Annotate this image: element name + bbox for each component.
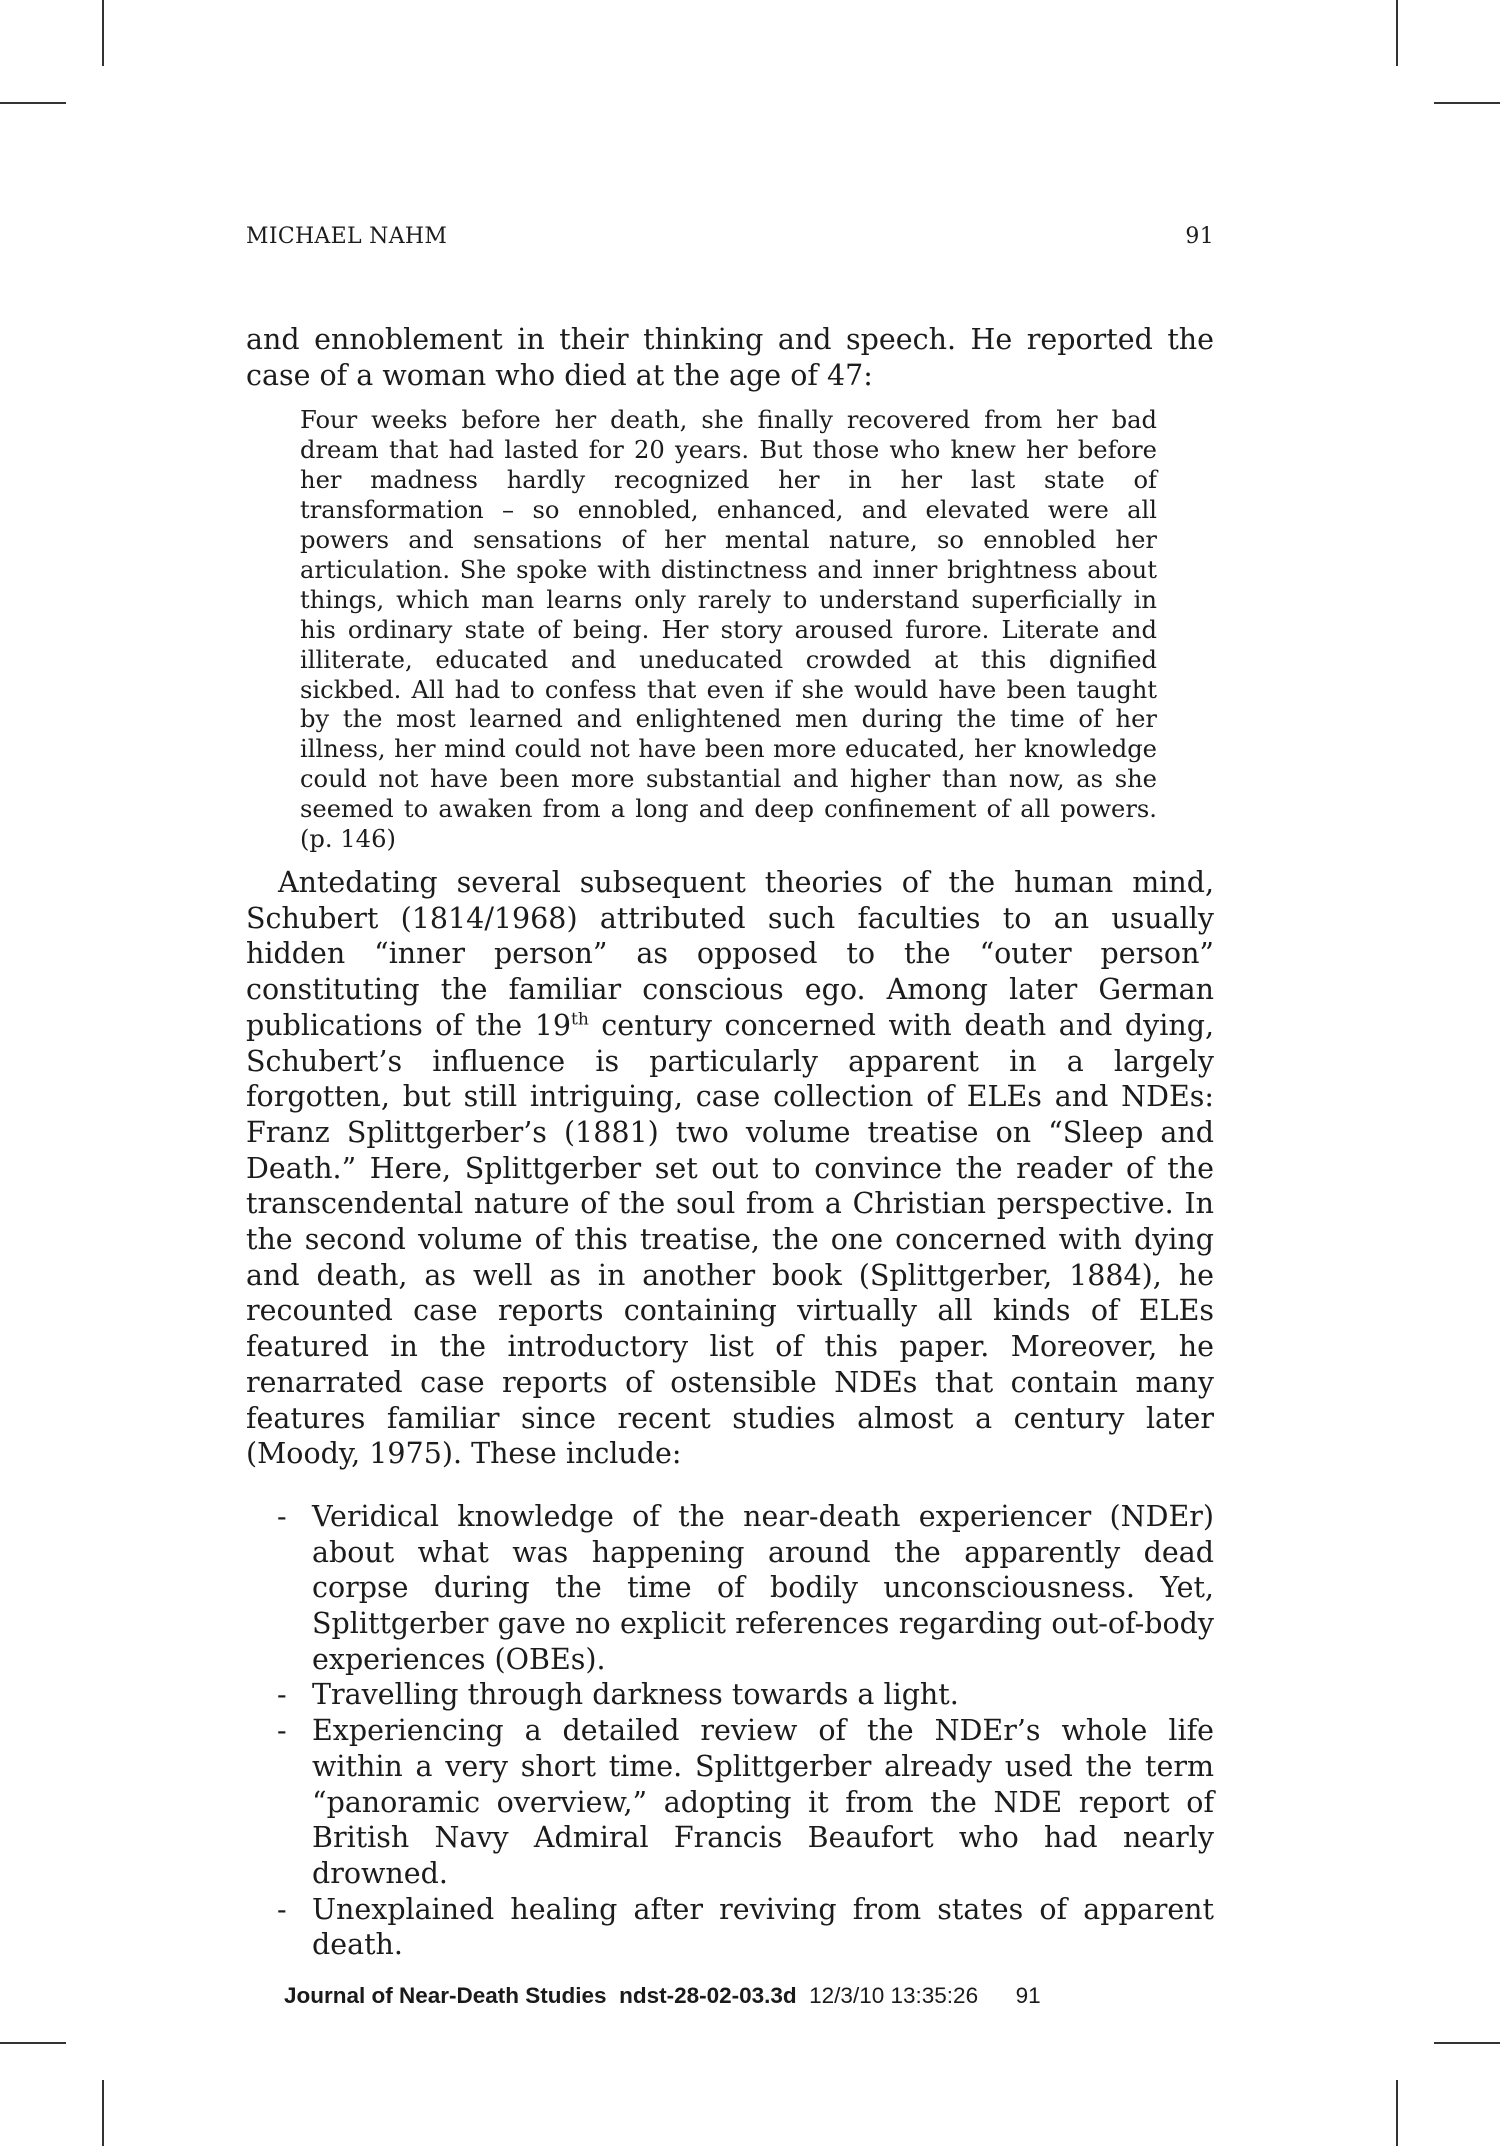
crop-mark [102,0,104,66]
main-paragraph [246,865,1214,1472]
crop-mark [1396,2080,1398,2146]
list-dash: - [277,1678,287,1712]
list-item-text: Experiencing a detailed review of the NDEr’s whole life within a very short time. Splittgerber already used the term “panoramic overview,” adopting it from the NDE report of British Navy Admiral Francis Beaufort who had nearly drowned. [312,1714,1214,1890]
crop-mark [0,102,66,104]
list-item [246,1677,1214,1713]
list-item [246,1713,1214,1892]
features-list [246,1499,1214,1963]
list-dash: - [277,1499,287,1533]
crop-mark [1434,102,1500,104]
author-name: MICHAEL NAHM [246,224,448,249]
list-item-text: Travelling through darkness towards a light. [312,1678,959,1712]
running-head [246,224,1214,249]
list-item [246,1499,1214,1678]
crop-mark [0,2042,66,2044]
footer-date: 12/3/10 [809,1983,885,2008]
crop-mark [102,2080,104,2146]
crop-mark [1396,0,1398,66]
list-item-text: Veridical knowledge of the near-death experiencer (NDEr) about what was happening around the apparently dead corpse during the time of bodily unconsciousness. Yet, Splittgerber gave no explicit references regarding out-of-body experiences (OBEs). [312,1499,1214,1676]
list-dash: - [277,1714,287,1748]
block-quote: Four weeks before her death, she finally recovered from her bad dream that had lasted for 20 years. But those who knew her before her madness hardly recognized her in her last state of transformation – so ennobled, enhanced, and elevated were all powers and sensations of her mental nature, so ennobled her articulation. She spoke with distinctness and inner brightness about things, which man learns only rarely to understand superficially in his ordinary state of being. Her story aroused furore. Literate and illiterate, educated and uneducated crowded at this dignified sickbed. All had to confess that even if she would have been taught by the most learned and enlightened men during the time of her illness, her mind could not have been more educated, her knowledge could not have been more substantial and higher than now, as she seemed to awaken from a long and deep confinement of all powers. (p. 146) [300,406,1157,854]
crop-mark [1434,2042,1500,2044]
intro-paragraph: and ennoblement in their thinking and speech. He reported the case of a woman who died at the age of 47: [246,323,1214,392]
print-footer [284,1983,1041,2009]
superscript-th: th [570,1009,589,1030]
page-number: 91 [1185,224,1214,249]
footer-file: ndst-28-02-03.3d [619,1983,797,2008]
footer-time: 13:35:26 [890,1983,979,2008]
paragraph-text-part2: century concerned with death and dying, Schubert’s influence is particularly apparent in a largely forgotten, but still intriguing, case collection of ELEs and NDEs: Franz Splittgerber’s (1881) two volume treatise on “Sleep and Death.” Here, Splittgerber set out to convince the reader of the transcendental nature of the soul from a Christian perspective. In the second volume of this treatise, the one concerned with dying and death, as well as in another book (Splittgerber, 1884), he recounted case reports containing virtually all kinds of ELEs featured in the introductory list of this paper. Moreover, he renarrated case reports of ostensible NDEs that contain many features familiar since recent studies almost a century later (Moody, 1975). These include: [246,1008,1214,1471]
list-item [246,1892,1214,1963]
body-text [246,322,1214,1963]
footer-journal: Journal of Near-Death Studies [284,1983,607,2008]
list-dash: - [277,1892,287,1926]
paragraph-text-part1: Antedating several subsequent theories of the human mind, Schubert (1814/1968) attributed such faculties to an usually hidden “inner person” as opposed to the “outer person” constituting the familiar conscious ego. Among later German publications of the 19 [246,866,1214,1042]
list-item-text: Unexplained healing after reviving from states of apparent death. [312,1892,1214,1962]
footer-page: 91 [1015,1983,1041,2008]
